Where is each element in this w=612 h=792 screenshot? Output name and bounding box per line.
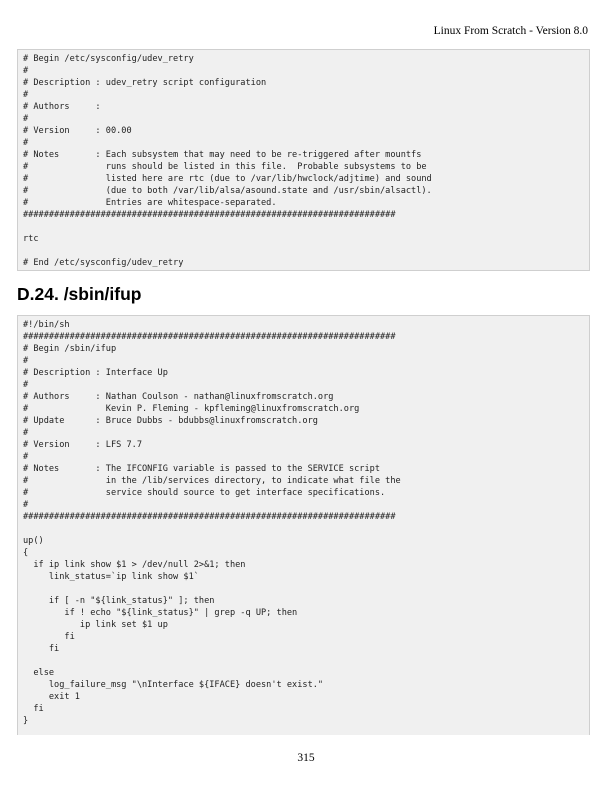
code-listing-ifup — [17, 315, 590, 735]
code-text: # Begin /etc/sysconfig/udev_retry # # Description : udev_retry script configuration # # Authors : # # Version : 00.00 # # Notes : Each subsystem that may need to be re-triggered after mountfs # runs should be listed in this file. Probable subsystems to be # listed here are rtc (due to /var/lib/hwclock/adjtime) and sound # (due to both /var/lib/alsa/asound.state and /usr/sbin/alsactl). # Entries are whitespace-separated. ######################################################################## rtc # End /etc/sysconfig/udev_retry — [23, 54, 432, 268]
section-heading: D.24. /sbin/ifup — [17, 284, 142, 304]
page-number: 315 — [297, 752, 315, 764]
code-text: #!/bin/sh ######################################################################## # Begin /sbin/ifup # # Description : Interface Up # # Authors : Nathan Coulson - nathan@linuxfromscratch.org # Kevin P. Fleming - kpfleming@linuxfromscratch.org # Update : Bruce Dubbs - bdubbs@linuxfromscratch.org # # Version : LFS 7.7 # # Notes : The IFCONFIG variable is passed to the SERVICE script # in the /lib/services directory, to indicate what file the # service should source to get interface specifications. # ######################################################################## up() { if ip link show $1 > /dev/null 2>&1; then link_status=`ip link show $1` if [ -n "${link_status}" ]; then if ! echo "${link_status}" | grep -q UP; then ip link set $1 up fi fi else log_failure_msg "\nInterface ${IFACE} doesn't exist." exit 1 fi } — [23, 320, 401, 726]
running-header: Linux From Scratch - Version 8.0 — [433, 25, 588, 37]
code-listing-udev-retry — [17, 49, 590, 271]
